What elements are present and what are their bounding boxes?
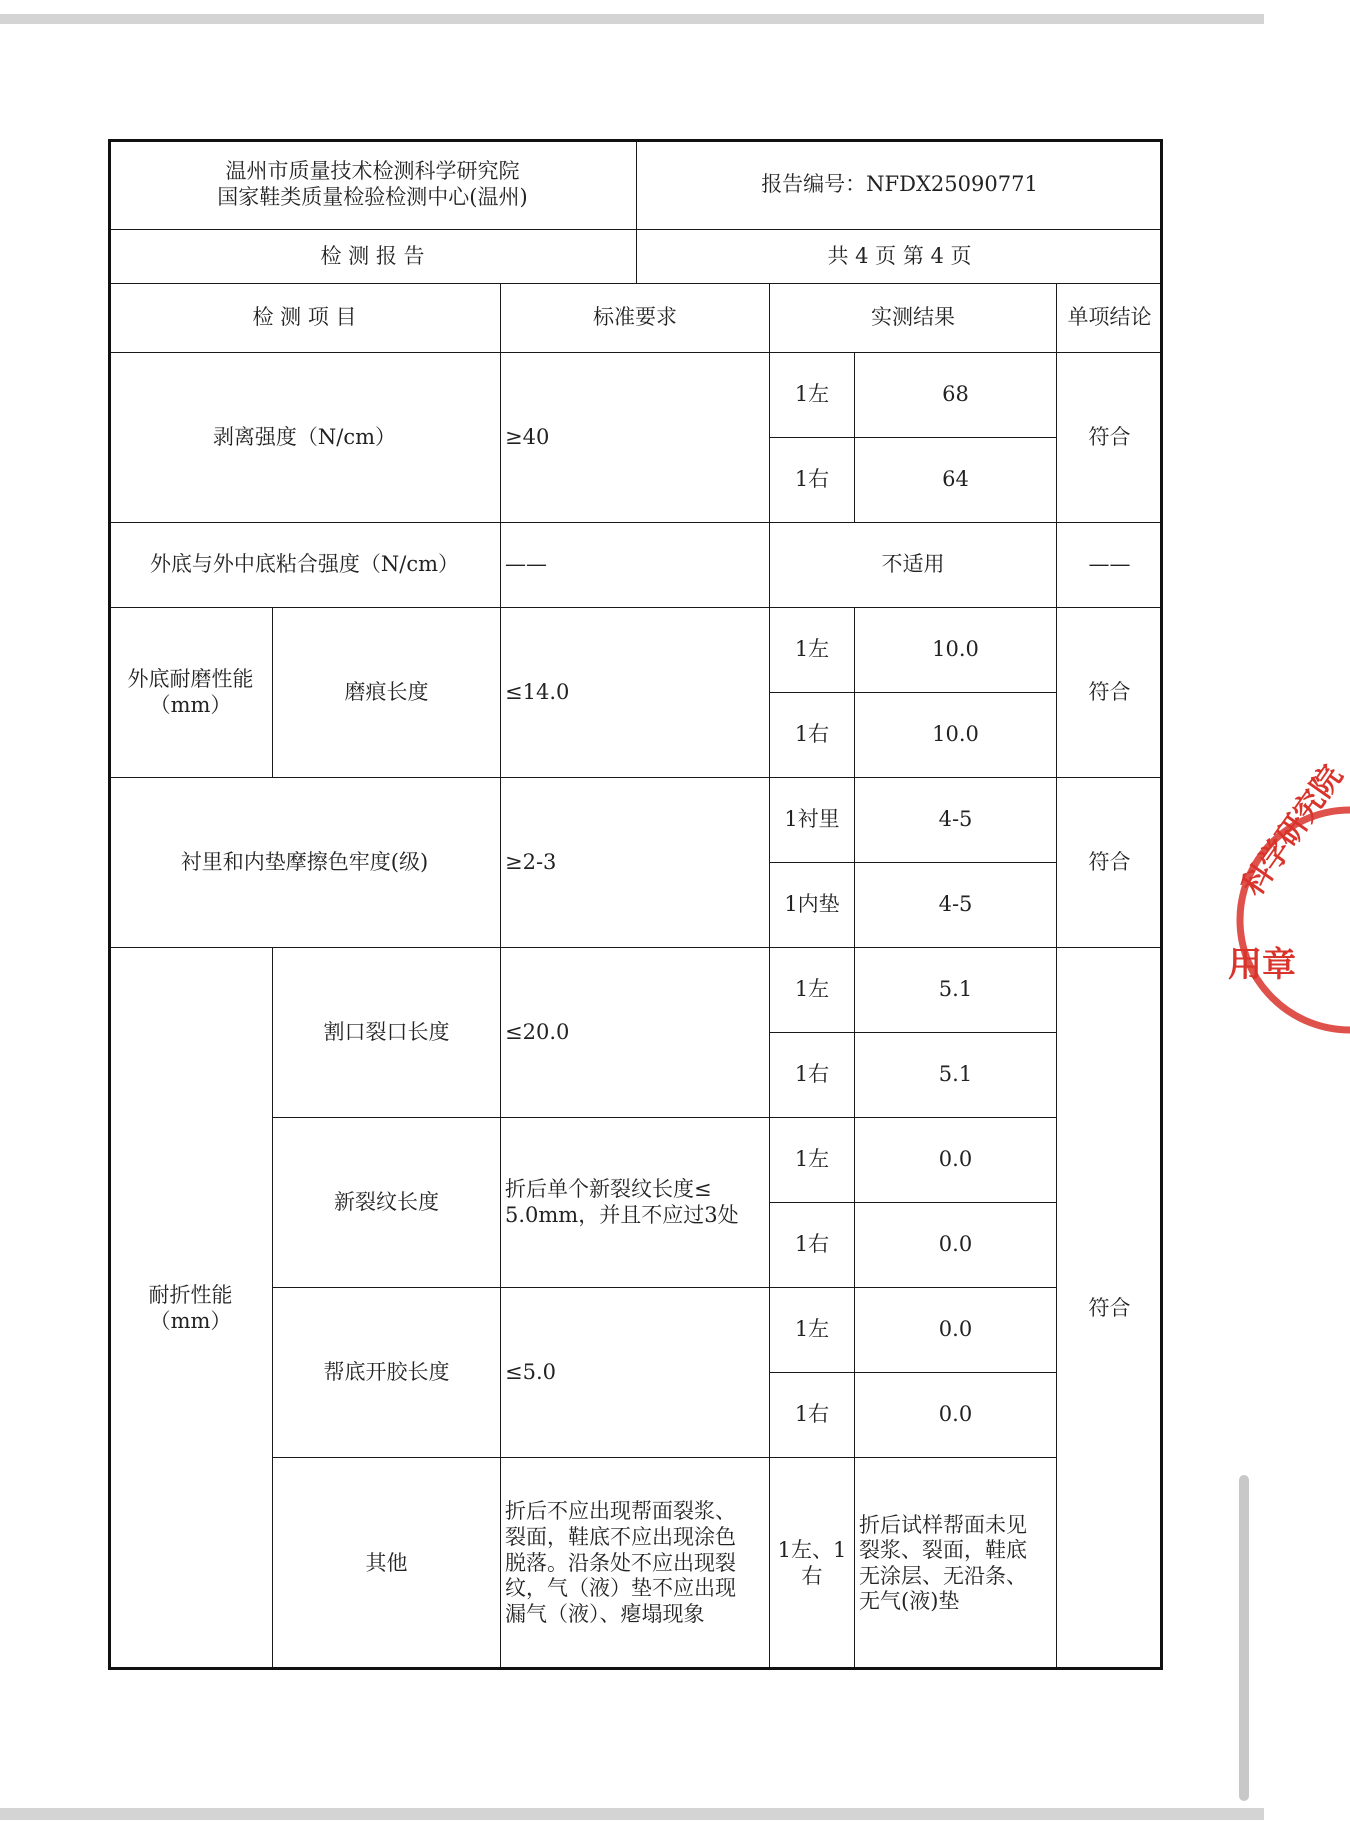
flex-group-line-2: （mm）	[149, 1308, 232, 1333]
newcrack-item-name: 新裂纹长度	[272, 1117, 501, 1288]
other-result	[854, 1457, 1057, 1670]
other-sample-line-1: 1左、1	[777, 1538, 847, 1563]
peel-conclusion: 符合	[1056, 352, 1163, 523]
newcrack-sample-1: 1左	[769, 1117, 855, 1203]
col-header-item: 检 测 项 目	[108, 283, 501, 353]
other-standard-line-1: 折后不应出现帮面裂浆、	[505, 1499, 736, 1524]
peel-value-2: 64	[854, 437, 1057, 523]
newcrack-value-1: 0.0	[854, 1117, 1057, 1203]
col-header-result: 实测结果	[769, 283, 1057, 353]
cut-value-1: 5.1	[854, 947, 1057, 1033]
newcrack-standard-line-2: 5.0mm，并且不应过3处	[505, 1202, 739, 1227]
cut-item-name: 割口裂口长度	[272, 947, 501, 1118]
page-info: 共 4 页 第 4 页	[636, 229, 1163, 284]
other-result-line-1: 折后试样帮面未见	[859, 1513, 1027, 1538]
glue-standard: ≤5.0	[500, 1287, 770, 1458]
other-result-line-3: 无涂层、无沿条、	[859, 1563, 1027, 1588]
rub-sample-2: 1内垫	[769, 862, 855, 948]
rub-sample-1: 1衬里	[769, 777, 855, 863]
col-header-conclusion: 单项结论	[1056, 283, 1163, 353]
glue-sample-2: 1右	[769, 1372, 855, 1458]
official-seal	[1220, 759, 1350, 1040]
other-standard-line-4: 纹，气（液）垫不应出现	[505, 1576, 736, 1601]
flex-group	[108, 947, 273, 1670]
other-sample-line-2: 右	[801, 1563, 823, 1588]
abrasion-sample-2: 1右	[769, 692, 855, 778]
other-standard	[500, 1457, 770, 1670]
peel-item-name: 剥离强度（N/cm）	[108, 352, 501, 523]
peel-sample-2: 1右	[769, 437, 855, 523]
rub-standard: ≥2-3	[500, 777, 770, 948]
other-result-line-2: 裂浆、裂面，鞋底	[859, 1538, 1027, 1563]
institute-name	[108, 139, 637, 230]
other-standard-line-5: 漏气（液）、瘪塌现象	[505, 1601, 705, 1626]
abrasion-conclusion: 符合	[1056, 607, 1163, 778]
doc-title: 检 测 报 告	[108, 229, 637, 284]
rub-item-name: 衬里和内垫摩擦色牢度(级)	[108, 777, 501, 948]
other-result-line-4: 无气(液)垫	[859, 1588, 960, 1613]
institute-line-2: 国家鞋类质量检验检测中心(温州)	[217, 184, 528, 209]
bond-item-name: 外底与外中底粘合强度（N/cm）	[108, 522, 501, 608]
seal-text-top: 科学研究院	[1235, 759, 1350, 903]
flex-group-line-1: 耐折性能	[148, 1283, 233, 1308]
abrasion-standard: ≤14.0	[500, 607, 770, 778]
bottom-scroll-edge	[0, 1808, 1264, 1820]
abrasion-value-2: 10.0	[854, 692, 1057, 778]
cut-value-2: 5.1	[854, 1032, 1057, 1118]
newcrack-value-2: 0.0	[854, 1202, 1057, 1288]
glue-value-1: 0.0	[854, 1287, 1057, 1373]
abrasion-group-line-1: 外底耐磨性能	[127, 667, 254, 692]
cut-standard: ≤20.0	[500, 947, 770, 1118]
abrasion-value-1: 10.0	[854, 607, 1057, 693]
other-item-name: 其他	[272, 1457, 501, 1670]
newcrack-sample-2: 1右	[769, 1202, 855, 1288]
peel-value-1: 68	[854, 352, 1057, 438]
other-standard-line-3: 脱落。沿条处不应出现裂	[505, 1550, 736, 1575]
newcrack-standard-line-1: 折后单个新裂纹长度≤	[505, 1177, 712, 1202]
bond-standard: ——	[500, 522, 770, 608]
flex-conclusion: 符合	[1056, 947, 1163, 1670]
peel-standard: ≥40	[500, 352, 770, 523]
rub-value-1: 4-5	[854, 777, 1057, 863]
report-number: 报告编号：NFDX25090771	[636, 139, 1163, 230]
col-header-standard: 标准要求	[500, 283, 770, 353]
institute-line-1: 温州市质量技术检测科学研究院	[225, 159, 520, 184]
peel-sample-1: 1左	[769, 352, 855, 438]
glue-item-name: 帮底开胶长度	[272, 1287, 501, 1458]
vertical-scrollbar[interactable]	[1239, 1475, 1249, 1801]
abrasion-group-line-2: （mm）	[149, 692, 232, 717]
abrasion-sample-1: 1左	[769, 607, 855, 693]
abrasion-item-name: 磨痕长度	[272, 607, 501, 778]
cut-sample-1: 1左	[769, 947, 855, 1033]
bond-result: 不适用	[769, 522, 1057, 608]
glue-sample-1: 1左	[769, 1287, 855, 1373]
rub-value-2: 4-5	[854, 862, 1057, 948]
newcrack-standard	[500, 1117, 770, 1288]
abrasion-group	[108, 607, 273, 778]
bond-conclusion: ——	[1056, 522, 1163, 608]
other-sample	[769, 1457, 855, 1670]
other-standard-line-2: 裂面，鞋底不应出现涂色	[505, 1525, 736, 1550]
rub-conclusion: 符合	[1056, 777, 1163, 948]
glue-value-2: 0.0	[854, 1372, 1057, 1458]
seal-text-right: 用章	[1228, 945, 1296, 985]
cut-sample-2: 1右	[769, 1032, 855, 1118]
